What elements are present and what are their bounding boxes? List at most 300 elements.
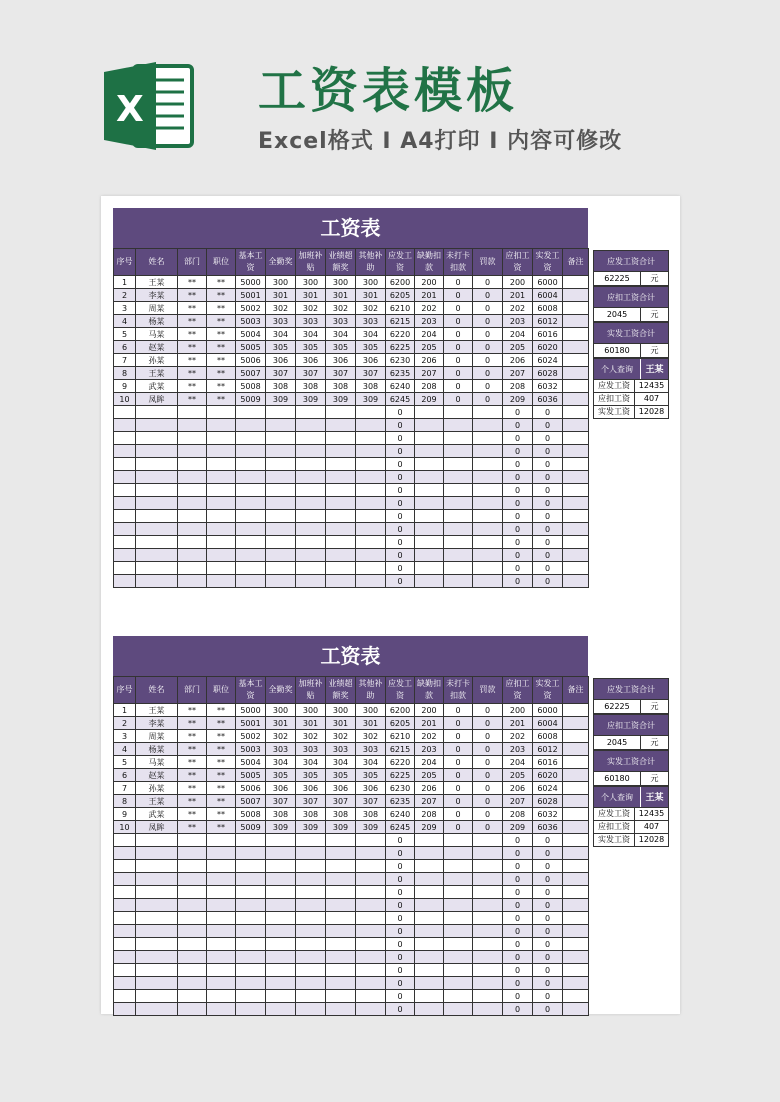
table-cell[interactable]: 8 xyxy=(114,795,136,808)
table-cell[interactable] xyxy=(444,925,473,938)
table-cell[interactable] xyxy=(207,964,236,977)
table-cell[interactable] xyxy=(136,406,178,419)
table-cell[interactable]: 303 xyxy=(266,743,296,756)
table-cell[interactable] xyxy=(207,1003,236,1016)
table-cell[interactable]: ** xyxy=(178,782,207,795)
table-cell[interactable] xyxy=(236,860,266,873)
table-cell[interactable]: 5006 xyxy=(236,782,266,795)
table-cell[interactable]: 5004 xyxy=(236,328,266,341)
table-cell[interactable] xyxy=(114,847,136,860)
table-cell[interactable]: 309 xyxy=(296,393,326,406)
table-cell[interactable] xyxy=(356,497,386,510)
table-cell[interactable] xyxy=(563,458,589,471)
table-cell[interactable]: 301 xyxy=(296,717,326,730)
table-cell[interactable]: ** xyxy=(178,795,207,808)
table-cell[interactable]: 0 xyxy=(533,899,563,912)
table-cell[interactable] xyxy=(207,834,236,847)
table-cell[interactable] xyxy=(136,951,178,964)
table-cell[interactable]: 0 xyxy=(533,873,563,886)
table-cell[interactable] xyxy=(296,562,326,575)
table-cell[interactable]: 0 xyxy=(473,808,503,821)
table-cell[interactable]: 200 xyxy=(503,276,533,289)
table-cell[interactable]: ** xyxy=(178,354,207,367)
table-cell[interactable] xyxy=(473,445,503,458)
table-cell[interactable] xyxy=(296,964,326,977)
table-cell[interactable]: 0 xyxy=(386,977,415,990)
table-cell[interactable]: 5000 xyxy=(236,276,266,289)
table-cell[interactable] xyxy=(136,847,178,860)
table-cell[interactable]: 300 xyxy=(326,276,356,289)
table-cell[interactable]: 6016 xyxy=(533,328,563,341)
table-cell[interactable]: 209 xyxy=(415,821,444,834)
table-cell[interactable]: 0 xyxy=(386,458,415,471)
table-cell[interactable]: 0 xyxy=(533,536,563,549)
table-cell[interactable]: 0 xyxy=(444,341,473,354)
table-cell[interactable]: 0 xyxy=(503,458,533,471)
table-cell[interactable] xyxy=(415,912,444,925)
table-cell[interactable]: ** xyxy=(207,276,236,289)
table-cell[interactable]: 6210 xyxy=(386,730,415,743)
table-cell[interactable]: 306 xyxy=(326,354,356,367)
table-cell[interactable] xyxy=(296,419,326,432)
table-cell[interactable] xyxy=(178,964,207,977)
table-cell[interactable] xyxy=(207,886,236,899)
table-cell[interactable] xyxy=(114,406,136,419)
table-cell[interactable] xyxy=(296,471,326,484)
table-cell[interactable] xyxy=(326,406,356,419)
table-cell[interactable]: 马某 xyxy=(136,328,178,341)
table-cell[interactable] xyxy=(178,925,207,938)
table-cell[interactable] xyxy=(296,847,326,860)
table-cell[interactable] xyxy=(356,445,386,458)
table-cell[interactable] xyxy=(356,458,386,471)
table-cell[interactable]: 302 xyxy=(266,730,296,743)
table-cell[interactable] xyxy=(356,1003,386,1016)
table-cell[interactable]: 0 xyxy=(533,951,563,964)
table-cell[interactable]: 209 xyxy=(503,393,533,406)
table-cell[interactable]: 2 xyxy=(114,717,136,730)
table-cell[interactable]: 赵某 xyxy=(136,341,178,354)
table-cell[interactable] xyxy=(236,1003,266,1016)
table-cell[interactable]: 309 xyxy=(356,821,386,834)
table-cell[interactable] xyxy=(207,471,236,484)
table-cell[interactable]: 0 xyxy=(533,419,563,432)
table-cell[interactable] xyxy=(473,964,503,977)
query-name-input[interactable]: 王某 xyxy=(645,365,664,375)
table-cell[interactable] xyxy=(236,964,266,977)
table-cell[interactable] xyxy=(473,549,503,562)
table-cell[interactable] xyxy=(563,289,589,302)
table-cell[interactable]: 305 xyxy=(356,341,386,354)
table-cell[interactable] xyxy=(444,1003,473,1016)
table-cell[interactable] xyxy=(444,873,473,886)
table-cell[interactable]: 305 xyxy=(296,769,326,782)
table-cell[interactable]: 0 xyxy=(533,523,563,536)
table-cell[interactable]: 6032 xyxy=(533,380,563,393)
table-cell[interactable]: 0 xyxy=(503,562,533,575)
table-cell[interactable]: 0 xyxy=(444,328,473,341)
table-cell[interactable]: 304 xyxy=(296,756,326,769)
table-cell[interactable] xyxy=(114,445,136,458)
table-cell[interactable]: 205 xyxy=(503,341,533,354)
table-cell[interactable] xyxy=(444,536,473,549)
table-cell[interactable]: 205 xyxy=(415,769,444,782)
table-cell[interactable]: ** xyxy=(207,756,236,769)
table-cell[interactable]: 6240 xyxy=(386,380,415,393)
table-cell[interactable] xyxy=(178,484,207,497)
table-cell[interactable]: 202 xyxy=(415,302,444,315)
table-cell[interactable]: 0 xyxy=(533,562,563,575)
table-cell[interactable]: 208 xyxy=(415,380,444,393)
table-cell[interactable] xyxy=(136,899,178,912)
table-cell[interactable]: ** xyxy=(207,341,236,354)
table-cell[interactable] xyxy=(236,419,266,432)
table-cell[interactable]: 302 xyxy=(266,302,296,315)
table-cell[interactable] xyxy=(266,938,296,951)
table-cell[interactable] xyxy=(114,549,136,562)
table-cell[interactable] xyxy=(296,406,326,419)
table-cell[interactable] xyxy=(563,471,589,484)
table-cell[interactable]: 6012 xyxy=(533,743,563,756)
table-cell[interactable] xyxy=(266,406,296,419)
table-cell[interactable] xyxy=(114,912,136,925)
table-cell[interactable] xyxy=(415,886,444,899)
table-cell[interactable]: 206 xyxy=(415,354,444,367)
table-cell[interactable] xyxy=(178,419,207,432)
table-cell[interactable]: 6205 xyxy=(386,717,415,730)
table-cell[interactable] xyxy=(563,860,589,873)
table-cell[interactable] xyxy=(266,990,296,1003)
table-cell[interactable]: 5002 xyxy=(236,730,266,743)
table-cell[interactable] xyxy=(563,510,589,523)
table-cell[interactable] xyxy=(178,873,207,886)
table-cell[interactable]: 0 xyxy=(533,458,563,471)
table-cell[interactable]: 0 xyxy=(444,756,473,769)
table-cell[interactable] xyxy=(356,406,386,419)
table-cell[interactable] xyxy=(563,536,589,549)
table-cell[interactable]: 0 xyxy=(533,510,563,523)
table-cell[interactable] xyxy=(296,575,326,588)
table-cell[interactable] xyxy=(444,432,473,445)
table-cell[interactable] xyxy=(178,575,207,588)
table-cell[interactable]: 0 xyxy=(503,510,533,523)
table-cell[interactable]: 5003 xyxy=(236,743,266,756)
table-cell[interactable]: 0 xyxy=(473,782,503,795)
table-cell[interactable] xyxy=(563,743,589,756)
table-cell[interactable] xyxy=(563,380,589,393)
table-cell[interactable] xyxy=(296,938,326,951)
table-cell[interactable]: 0 xyxy=(533,977,563,990)
table-cell[interactable]: 杨某 xyxy=(136,315,178,328)
table-cell[interactable]: 301 xyxy=(266,717,296,730)
table-cell[interactable]: 5008 xyxy=(236,808,266,821)
table-cell[interactable]: 300 xyxy=(356,704,386,717)
table-cell[interactable]: 206 xyxy=(415,782,444,795)
table-cell[interactable]: 307 xyxy=(266,367,296,380)
table-cell[interactable]: 赵某 xyxy=(136,769,178,782)
table-cell[interactable]: 200 xyxy=(503,704,533,717)
table-cell[interactable] xyxy=(114,419,136,432)
table-cell[interactable] xyxy=(415,562,444,575)
table-cell[interactable] xyxy=(563,341,589,354)
table-cell[interactable] xyxy=(473,925,503,938)
table-cell[interactable]: 6 xyxy=(114,341,136,354)
table-cell[interactable]: 203 xyxy=(503,743,533,756)
table-cell[interactable] xyxy=(207,912,236,925)
table-cell[interactable]: 201 xyxy=(503,289,533,302)
table-cell[interactable]: 305 xyxy=(266,769,296,782)
table-cell[interactable]: 6020 xyxy=(533,769,563,782)
table-cell[interactable]: 0 xyxy=(386,860,415,873)
table-cell[interactable]: ** xyxy=(207,782,236,795)
table-cell[interactable] xyxy=(207,977,236,990)
table-cell[interactable] xyxy=(563,419,589,432)
table-cell[interactable] xyxy=(178,860,207,873)
table-cell[interactable]: 0 xyxy=(386,471,415,484)
table-cell[interactable] xyxy=(296,1003,326,1016)
table-cell[interactable] xyxy=(114,497,136,510)
table-cell[interactable] xyxy=(356,951,386,964)
table-cell[interactable] xyxy=(326,886,356,899)
table-cell[interactable] xyxy=(207,899,236,912)
table-cell[interactable] xyxy=(356,536,386,549)
table-cell[interactable] xyxy=(178,458,207,471)
table-cell[interactable] xyxy=(326,510,356,523)
table-cell[interactable] xyxy=(236,536,266,549)
table-cell[interactable] xyxy=(415,432,444,445)
table-cell[interactable] xyxy=(114,834,136,847)
table-cell[interactable] xyxy=(296,899,326,912)
table-cell[interactable]: 6235 xyxy=(386,795,415,808)
table-cell[interactable] xyxy=(326,990,356,1003)
table-cell[interactable]: 王某 xyxy=(136,276,178,289)
table-cell[interactable] xyxy=(178,406,207,419)
table-cell[interactable]: 1 xyxy=(114,704,136,717)
table-cell[interactable] xyxy=(326,471,356,484)
table-cell[interactable]: 202 xyxy=(503,730,533,743)
table-cell[interactable] xyxy=(136,990,178,1003)
table-cell[interactable]: 3 xyxy=(114,730,136,743)
table-cell[interactable]: 0 xyxy=(444,808,473,821)
table-cell[interactable]: 4 xyxy=(114,743,136,756)
table-cell[interactable]: 204 xyxy=(503,756,533,769)
table-cell[interactable] xyxy=(563,276,589,289)
table-cell[interactable] xyxy=(563,873,589,886)
table-cell[interactable]: 203 xyxy=(503,315,533,328)
table-cell[interactable]: 301 xyxy=(356,717,386,730)
table-cell[interactable]: 0 xyxy=(473,328,503,341)
table-cell[interactable] xyxy=(563,899,589,912)
table-cell[interactable]: 306 xyxy=(266,354,296,367)
table-cell[interactable] xyxy=(356,432,386,445)
table-cell[interactable] xyxy=(473,471,503,484)
table-cell[interactable] xyxy=(473,847,503,860)
table-cell[interactable]: 6032 xyxy=(533,808,563,821)
table-cell[interactable] xyxy=(563,912,589,925)
table-cell[interactable]: 0 xyxy=(503,523,533,536)
table-cell[interactable] xyxy=(114,1003,136,1016)
table-cell[interactable] xyxy=(415,458,444,471)
table-cell[interactable] xyxy=(136,497,178,510)
table-cell[interactable] xyxy=(114,899,136,912)
table-cell[interactable]: 300 xyxy=(326,704,356,717)
table-cell[interactable] xyxy=(415,990,444,1003)
table-cell[interactable]: 309 xyxy=(266,393,296,406)
table-cell[interactable] xyxy=(326,549,356,562)
table-cell[interactable]: 308 xyxy=(266,380,296,393)
table-cell[interactable] xyxy=(444,419,473,432)
table-cell[interactable]: 308 xyxy=(356,380,386,393)
table-cell[interactable]: ** xyxy=(207,380,236,393)
table-cell[interactable] xyxy=(207,419,236,432)
table-cell[interactable]: 304 xyxy=(266,328,296,341)
table-cell[interactable]: 303 xyxy=(296,315,326,328)
table-cell[interactable]: ** xyxy=(207,743,236,756)
table-cell[interactable] xyxy=(178,432,207,445)
table-cell[interactable]: ** xyxy=(178,367,207,380)
table-cell[interactable]: ** xyxy=(207,367,236,380)
table-cell[interactable] xyxy=(444,471,473,484)
table-cell[interactable] xyxy=(207,549,236,562)
table-cell[interactable] xyxy=(207,445,236,458)
table-cell[interactable]: 6240 xyxy=(386,808,415,821)
table-cell[interactable]: 0 xyxy=(444,717,473,730)
table-cell[interactable]: 9 xyxy=(114,380,136,393)
table-cell[interactable]: 204 xyxy=(415,756,444,769)
deduct-total-value[interactable]: 2045 xyxy=(594,736,641,749)
table-cell[interactable] xyxy=(266,886,296,899)
table-cell[interactable]: 6245 xyxy=(386,393,415,406)
table-cell[interactable] xyxy=(207,432,236,445)
table-cell[interactable]: 0 xyxy=(503,834,533,847)
table-cell[interactable] xyxy=(473,977,503,990)
table-cell[interactable]: 308 xyxy=(266,808,296,821)
table-cell[interactable] xyxy=(236,523,266,536)
table-cell[interactable] xyxy=(473,432,503,445)
table-cell[interactable] xyxy=(415,523,444,536)
table-cell[interactable] xyxy=(326,899,356,912)
table-cell[interactable] xyxy=(444,510,473,523)
table-cell[interactable]: 206 xyxy=(503,354,533,367)
table-cell[interactable]: 304 xyxy=(326,756,356,769)
table-cell[interactable]: 0 xyxy=(444,393,473,406)
table-cell[interactable] xyxy=(236,406,266,419)
table-cell[interactable] xyxy=(326,925,356,938)
table-cell[interactable] xyxy=(563,821,589,834)
table-cell[interactable] xyxy=(415,575,444,588)
table-cell[interactable]: 6004 xyxy=(533,289,563,302)
table-cell[interactable]: 0 xyxy=(444,289,473,302)
table-cell[interactable] xyxy=(415,873,444,886)
table-cell[interactable]: 306 xyxy=(296,354,326,367)
table-cell[interactable] xyxy=(266,860,296,873)
table-cell[interactable]: 0 xyxy=(533,445,563,458)
table-cell[interactable]: 205 xyxy=(415,341,444,354)
table-cell[interactable] xyxy=(178,886,207,899)
table-cell[interactable]: 202 xyxy=(503,302,533,315)
table-cell[interactable] xyxy=(207,497,236,510)
table-cell[interactable]: 306 xyxy=(356,782,386,795)
table-cell[interactable] xyxy=(236,484,266,497)
table-cell[interactable] xyxy=(326,458,356,471)
table-cell[interactable]: 0 xyxy=(386,432,415,445)
table-cell[interactable] xyxy=(563,367,589,380)
table-cell[interactable] xyxy=(415,977,444,990)
table-cell[interactable]: 303 xyxy=(326,315,356,328)
table-cell[interactable]: 孙某 xyxy=(136,782,178,795)
table-cell[interactable]: 303 xyxy=(356,315,386,328)
table-cell[interactable] xyxy=(326,964,356,977)
table-cell[interactable] xyxy=(563,302,589,315)
table-cell[interactable] xyxy=(236,575,266,588)
table-cell[interactable]: 0 xyxy=(386,497,415,510)
table-cell[interactable] xyxy=(136,445,178,458)
table-cell[interactable]: 5003 xyxy=(236,315,266,328)
table-cell[interactable] xyxy=(136,549,178,562)
table-cell[interactable]: 0 xyxy=(386,964,415,977)
table-cell[interactable]: 李某 xyxy=(136,717,178,730)
table-cell[interactable]: ** xyxy=(207,704,236,717)
table-cell[interactable] xyxy=(563,938,589,951)
table-cell[interactable]: 3 xyxy=(114,302,136,315)
table-cell[interactable]: 5006 xyxy=(236,354,266,367)
table-cell[interactable] xyxy=(266,899,296,912)
table-cell[interactable]: 209 xyxy=(415,393,444,406)
table-cell[interactable]: 6 xyxy=(114,769,136,782)
table-cell[interactable]: 302 xyxy=(356,302,386,315)
table-cell[interactable]: 301 xyxy=(326,717,356,730)
table-cell[interactable]: 307 xyxy=(356,795,386,808)
table-cell[interactable]: ** xyxy=(178,769,207,782)
table-cell[interactable]: 6220 xyxy=(386,756,415,769)
table-cell[interactable] xyxy=(178,497,207,510)
table-cell[interactable]: 6215 xyxy=(386,315,415,328)
table-cell[interactable]: 305 xyxy=(326,769,356,782)
table-cell[interactable]: 6012 xyxy=(533,315,563,328)
table-cell[interactable] xyxy=(266,445,296,458)
table-cell[interactable]: 6225 xyxy=(386,769,415,782)
table-cell[interactable] xyxy=(178,471,207,484)
table-cell[interactable] xyxy=(444,549,473,562)
table-cell[interactable]: 0 xyxy=(533,860,563,873)
table-cell[interactable]: ** xyxy=(207,769,236,782)
table-cell[interactable]: 0 xyxy=(503,445,533,458)
table-cell[interactable]: 0 xyxy=(473,380,503,393)
table-cell[interactable]: 5001 xyxy=(236,717,266,730)
table-cell[interactable]: 4 xyxy=(114,315,136,328)
table-cell[interactable] xyxy=(136,510,178,523)
table-cell[interactable]: ** xyxy=(178,756,207,769)
table-cell[interactable]: 302 xyxy=(326,302,356,315)
table-cell[interactable]: 0 xyxy=(386,484,415,497)
table-cell[interactable]: 周某 xyxy=(136,302,178,315)
table-cell[interactable]: 0 xyxy=(444,354,473,367)
table-cell[interactable] xyxy=(563,964,589,977)
table-cell[interactable]: ** xyxy=(178,302,207,315)
table-cell[interactable]: 308 xyxy=(296,380,326,393)
table-cell[interactable] xyxy=(415,834,444,847)
table-cell[interactable]: 302 xyxy=(296,302,326,315)
table-cell[interactable] xyxy=(266,951,296,964)
table-cell[interactable]: 1 xyxy=(114,276,136,289)
table-cell[interactable] xyxy=(444,860,473,873)
table-cell[interactable]: 0 xyxy=(473,354,503,367)
table-cell[interactable] xyxy=(444,938,473,951)
table-cell[interactable]: 0 xyxy=(386,834,415,847)
table-cell[interactable] xyxy=(356,575,386,588)
table-cell[interactable] xyxy=(563,328,589,341)
table-cell[interactable] xyxy=(136,977,178,990)
